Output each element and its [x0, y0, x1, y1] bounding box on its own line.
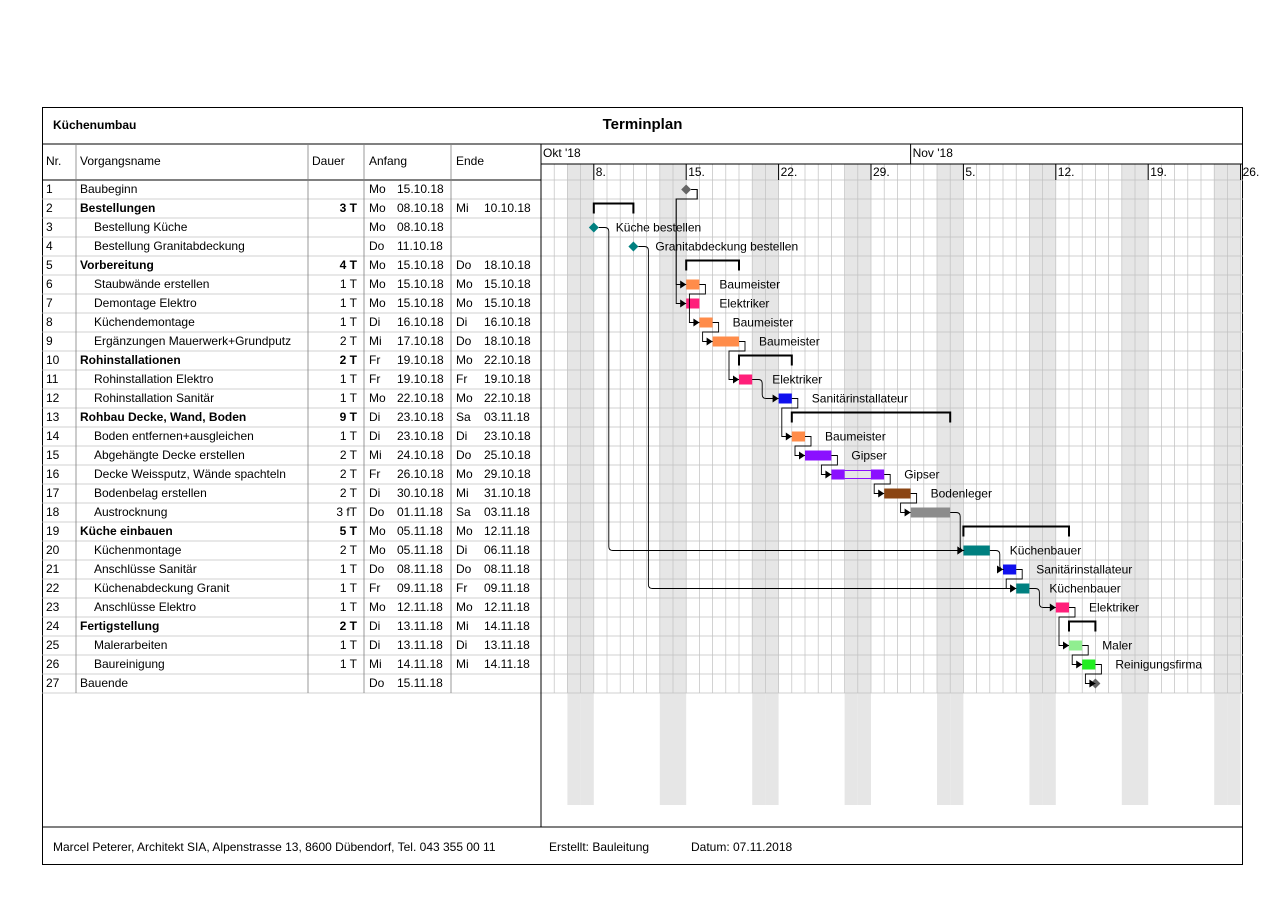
task-name: Decke Weissputz, Wände spachteln [94, 467, 286, 481]
dependency-line [782, 399, 798, 437]
task-end-date: 23.10.18 [484, 429, 531, 443]
task-name: Anschlüsse Sanitär [94, 562, 197, 576]
footer-erstellt: Erstellt: Bauleitung [549, 840, 650, 854]
weekend-shade [1135, 164, 1148, 805]
task-start-day: Do [369, 676, 385, 690]
dependency-arrow [878, 490, 884, 498]
task-bar [1069, 641, 1082, 651]
task-end-day: Mi [456, 201, 469, 215]
task-duration: 1 T [339, 562, 357, 576]
dependency-line [1059, 608, 1075, 646]
task-nr: 1 [46, 182, 53, 196]
task-end-day: Mi [456, 486, 469, 500]
dependency-arrow [1076, 661, 1082, 669]
task-end-date: 22.10.18 [484, 391, 531, 405]
task-name: Abgehängte Decke erstellen [94, 448, 245, 462]
task-start-date: 01.11.18 [397, 505, 443, 519]
weekend-shade [660, 164, 673, 805]
task-name: Vorbereitung [80, 258, 154, 272]
footer-datum: Datum: 07.11.2018 [691, 840, 793, 854]
task-start-date: 23.10.18 [397, 429, 444, 443]
task-start-date: 26.10.18 [397, 467, 444, 481]
week-label: 15. [688, 165, 705, 179]
task-bar [831, 470, 844, 480]
weekend-shade [1122, 164, 1135, 805]
task-nr: 21 [46, 562, 60, 576]
task-end-date: 10.10.18 [484, 201, 531, 215]
task-end-day: Mo [456, 353, 473, 367]
task-duration: 5 T [339, 524, 357, 538]
task-name: Ergänzungen Mauerwerk+Grundputz [94, 334, 292, 348]
col-header-name: Vorgangsname [80, 154, 161, 168]
dependency-arrow [733, 376, 739, 384]
resource-label: Gipser [851, 448, 887, 463]
task-start-day: Mi [369, 448, 382, 462]
task-duration: 1 T [339, 315, 357, 329]
task-name: Bauende [80, 676, 129, 690]
task-start-date: 15.10.18 [397, 277, 444, 291]
task-start-date: 08.11.18 [397, 562, 443, 576]
task-nr: 3 [46, 220, 53, 234]
task-start-date: 12.11.18 [397, 600, 443, 614]
task-start-day: Mo [369, 220, 386, 234]
weekend-shade [1029, 164, 1042, 805]
task-duration: 3 fT [336, 505, 357, 519]
milestone-label: Küche bestellen [615, 220, 702, 235]
task-bar [792, 432, 805, 442]
task-duration: 2 T [339, 486, 357, 500]
resource-label: Sanitärinstallateur [1036, 562, 1133, 577]
task-nr: 5 [46, 258, 53, 272]
task-nr: 8 [46, 315, 53, 329]
task-end-day: Mo [456, 600, 473, 614]
task-start-date: 05.11.18 [397, 543, 443, 557]
dependency-line [729, 342, 745, 380]
weekend-shade [937, 164, 950, 805]
task-bar [686, 280, 699, 290]
task-nr: 23 [46, 600, 60, 614]
task-end-date: 19.10.18 [484, 372, 531, 386]
dependency-arrow [707, 338, 713, 346]
task-end-day: Mo [456, 296, 473, 310]
task-end-date: 09.11.18 [484, 581, 530, 595]
task-end-date: 18.10.18 [484, 334, 531, 348]
footer-architect: Marcel Peterer, Architekt SIA, Alpenstrasse 13, 8600 Dübendorf, Tel. 043 355 00 11 [53, 840, 496, 854]
task-start-day: Mo [369, 277, 386, 291]
weekend-shade [950, 164, 963, 805]
task-end-day: Di [456, 543, 468, 557]
month-label: Nov '18 [912, 146, 953, 160]
col-header-dauer: Dauer [312, 154, 345, 168]
task-end-date: 14.11.18 [484, 657, 530, 671]
task-end-date: 22.10.18 [484, 353, 531, 367]
task-bar [884, 489, 910, 499]
task-start-day: Mo [369, 391, 386, 405]
task-nr: 19 [46, 524, 60, 538]
task-name: Bestellung Granitabdeckung [94, 239, 245, 253]
task-start-day: Mi [369, 657, 382, 671]
task-duration: 1 T [339, 429, 357, 443]
task-start-date: 19.10.18 [397, 372, 444, 386]
task-start-date: 15.10.18 [397, 296, 444, 310]
task-name: Bodenbelag erstellen [94, 486, 207, 500]
task-nr: 10 [46, 353, 60, 367]
task-nr: 6 [46, 277, 53, 291]
task-end-date: 12.11.18 [484, 524, 530, 538]
task-end-date: 03.11.18 [484, 505, 530, 519]
task-start-day: Di [369, 486, 381, 500]
task-start-day: Mo [369, 201, 386, 215]
task-end-day: Di [456, 315, 468, 329]
dependency-arrow [825, 471, 831, 479]
task-end-day: Sa [456, 410, 471, 424]
task-nr: 24 [46, 619, 60, 633]
task-end-date: 15.10.18 [484, 296, 531, 310]
task-name: Boden entfernen+ausgleichen [94, 429, 254, 443]
task-name: Rohinstallation Elektro [94, 372, 214, 386]
col-header-anfang: Anfang [369, 154, 408, 168]
weekend-shade [567, 164, 580, 805]
weekend-shade [581, 164, 594, 805]
task-duration: 1 T [339, 657, 357, 671]
task-end-date: 03.11.18 [484, 410, 530, 424]
dependency-arrow [905, 509, 911, 517]
task-nr: 26 [46, 657, 60, 671]
week-label: 12. [1057, 165, 1075, 179]
task-name: Rohinstallation Sanitär [94, 391, 215, 405]
task-end-day: Mo [456, 467, 473, 481]
task-end-day: Mo [456, 524, 473, 538]
task-name: Baubeginn [80, 182, 138, 196]
task-start-date: 19.10.18 [397, 353, 444, 367]
task-duration: 2 T [339, 543, 357, 557]
task-duration: 2 T [339, 619, 357, 633]
task-end-date: 31.10.18 [484, 486, 531, 500]
resource-label: Baumeister [759, 334, 820, 349]
task-duration: 1 T [339, 391, 357, 405]
task-end-day: Sa [456, 505, 471, 519]
dependency-arrow [693, 319, 699, 327]
resource-label: Baumeister [732, 315, 794, 330]
task-end-day: Mo [456, 391, 473, 405]
task-bar [805, 451, 831, 461]
week-label: 26. [1242, 165, 1260, 179]
task-name: Demontage Elektro [94, 296, 197, 310]
task-nr: 16 [46, 467, 60, 481]
task-duration: 4 T [339, 258, 357, 272]
weekend-shade [858, 164, 871, 805]
task-start-date: 15.10.18 [397, 182, 444, 196]
task-duration: 2 T [339, 467, 357, 481]
task-name: Bestellung Küche [94, 220, 188, 234]
resource-label: Baumeister [719, 277, 781, 292]
task-start-day: Fr [369, 372, 381, 386]
resource-label: Elektriker [1089, 600, 1140, 615]
task-end-day: Do [456, 562, 472, 576]
task-duration: 3 T [339, 201, 357, 215]
task-duration: 1 T [339, 638, 357, 652]
milestone-diamond [628, 242, 638, 252]
task-end-date: 13.11.18 [484, 638, 530, 652]
task-duration: 2 T [339, 334, 357, 348]
task-start-day: Mo [369, 296, 386, 310]
task-end-day: Do [456, 448, 472, 462]
task-start-date: 09.11.18 [397, 581, 443, 595]
resource-label: Sanitärinstallateur [811, 391, 908, 406]
task-start-date: 15.11.18 [397, 676, 443, 690]
task-start-date: 23.10.18 [397, 410, 444, 424]
task-start-day: Fr [369, 581, 381, 595]
task-name: Rohinstallationen [80, 353, 181, 367]
task-nr: 17 [46, 486, 60, 500]
dependency-arrow [799, 452, 805, 460]
resource-label: Bodenleger [930, 486, 992, 501]
task-bar [1056, 603, 1069, 613]
task-nr: 12 [46, 391, 60, 405]
task-start-day: Mo [369, 182, 386, 196]
task-duration: 9 T [339, 410, 357, 424]
task-start-date: 11.10.18 [397, 239, 443, 253]
task-end-day: Di [456, 429, 468, 443]
weekend-shade [765, 164, 778, 805]
week-label: 19. [1150, 165, 1167, 179]
task-name: Austrocknung [94, 505, 168, 519]
week-label: 22. [780, 165, 798, 179]
resource-label: Maler [1102, 638, 1133, 653]
task-nr: 18 [46, 505, 60, 519]
task-nr: 15 [46, 448, 60, 462]
resource-label: Baumeister [825, 429, 886, 444]
task-duration: 1 T [339, 296, 357, 310]
task-nr: 13 [46, 410, 60, 424]
task-bar [871, 470, 884, 480]
task-end-date: 08.11.18 [484, 562, 530, 576]
task-start-day: Di [369, 429, 381, 443]
task-bar [686, 299, 699, 309]
task-end-day: Mi [456, 619, 469, 633]
task-start-day: Do [369, 562, 385, 576]
task-bar [1016, 584, 1029, 594]
task-start-date: 24.10.18 [397, 448, 444, 462]
plan-title: Terminplan [602, 116, 683, 133]
task-nr: 22 [46, 581, 60, 595]
task-start-date: 08.10.18 [397, 220, 444, 234]
project-title: Küchenumbau [53, 118, 137, 132]
weekend-shade [752, 164, 765, 805]
task-nr: 9 [46, 334, 53, 348]
task-start-day: Mo [369, 258, 386, 272]
task-end-date: 29.10.18 [484, 467, 531, 481]
task-nr: 25 [46, 638, 60, 652]
task-name: Bestellungen [80, 201, 156, 215]
task-start-date: 16.10.18 [397, 315, 444, 329]
task-nr: 7 [46, 296, 53, 310]
task-start-day: Fr [369, 467, 381, 481]
task-bar [779, 394, 792, 404]
task-name: Malerarbeiten [94, 638, 168, 652]
task-name: Staubwände erstellen [94, 277, 210, 291]
resource-label: Küchenbauer [1049, 581, 1121, 596]
task-end-date: 15.10.18 [484, 277, 531, 291]
task-end-date: 16.10.18 [484, 315, 531, 329]
task-nr: 20 [46, 543, 60, 557]
task-start-date: 13.11.18 [397, 619, 443, 633]
task-name: Küchenabdeckung Granit [94, 581, 230, 595]
task-start-day: Do [369, 505, 385, 519]
task-start-day: Mo [369, 600, 386, 614]
resource-label: Gipser [904, 467, 940, 482]
task-name: Rohbau Decke, Wand, Boden [80, 410, 247, 424]
week-label: 5. [965, 165, 976, 179]
weekend-shade [1214, 164, 1227, 805]
task-end-day: Mi [456, 657, 469, 671]
task-bar [963, 546, 989, 556]
task-start-day: Fr [369, 353, 381, 367]
task-start-date: 13.11.18 [397, 638, 443, 652]
week-label: 29. [873, 165, 890, 179]
task-start-date: 17.10.18 [397, 334, 444, 348]
weekend-shade [1043, 164, 1056, 805]
task-start-date: 08.10.18 [397, 201, 444, 215]
task-end-day: Di [456, 638, 468, 652]
task-end-day: Do [456, 334, 472, 348]
task-nr: 27 [46, 676, 60, 690]
resource-label: Elektriker [719, 296, 770, 311]
task-start-date: 14.11.18 [397, 657, 443, 671]
task-bar [739, 375, 752, 385]
task-start-date: 22.10.18 [397, 391, 444, 405]
task-start-date: 05.11.18 [397, 524, 443, 538]
task-duration: 1 T [339, 372, 357, 386]
task-start-day: Di [369, 638, 381, 652]
task-start-day: Di [369, 315, 381, 329]
dependency-arrow [1063, 642, 1069, 650]
resource-label: Reinigungsfirma [1115, 657, 1203, 672]
dependency-arrow [786, 433, 792, 441]
task-duration: 1 T [339, 600, 357, 614]
task-duration: 1 T [339, 581, 357, 595]
task-bar [699, 318, 712, 328]
task-duration: 1 T [339, 277, 357, 291]
dependency-arrow [1010, 585, 1016, 593]
task-name: Anschlüsse Elektro [94, 600, 197, 614]
task-start-day: Do [369, 239, 385, 253]
col-header-nr: Nr. [46, 154, 62, 168]
resource-label: Küchenbauer [1009, 543, 1082, 558]
task-start-date: 15.10.18 [397, 258, 444, 272]
resource-label: Elektriker [772, 372, 823, 387]
task-start-day: Mo [369, 543, 386, 557]
task-end-day: Do [456, 258, 472, 272]
weekend-shade [845, 164, 858, 805]
task-end-date: 14.11.18 [484, 619, 530, 633]
task-nr: 2 [46, 201, 53, 215]
task-start-day: Di [369, 410, 381, 424]
summary-bar [594, 204, 634, 214]
task-nr: 4 [46, 239, 53, 253]
task-nr: 14 [46, 429, 60, 443]
task-duration: 2 T [339, 353, 357, 367]
weekend-shade [673, 164, 686, 805]
task-name: Küchenmontage [94, 543, 182, 557]
task-end-date: 18.10.18 [484, 258, 531, 272]
milestone-label: Granitabdeckung bestellen [655, 239, 799, 254]
task-end-day: Fr [456, 372, 468, 386]
task-duration: 2 T [339, 448, 357, 462]
task-bar [1003, 565, 1016, 575]
task-name: Baureinigung [94, 657, 165, 671]
task-start-day: Di [369, 619, 381, 633]
task-bar [713, 337, 739, 347]
task-end-date: 06.11.18 [484, 543, 530, 557]
task-nr: 11 [46, 372, 59, 386]
month-label: Okt '18 [543, 146, 581, 160]
task-start-day: Mo [369, 524, 386, 538]
task-end-day: Fr [456, 581, 468, 595]
task-start-date: 30.10.18 [397, 486, 444, 500]
task-bar [911, 508, 951, 518]
week-label: 8. [595, 165, 606, 179]
task-name: Küche einbauen [80, 524, 173, 538]
weekend-shade [1227, 164, 1240, 805]
task-start-day: Mi [369, 334, 382, 348]
task-bar [1082, 660, 1095, 670]
task-end-date: 25.10.18 [484, 448, 531, 462]
task-name: Küchendemontage [94, 315, 195, 329]
task-end-date: 12.11.18 [484, 600, 530, 614]
task-name: Fertigstellung [80, 619, 160, 633]
col-header-ende: Ende [456, 154, 485, 168]
task-end-day: Mo [456, 277, 473, 291]
